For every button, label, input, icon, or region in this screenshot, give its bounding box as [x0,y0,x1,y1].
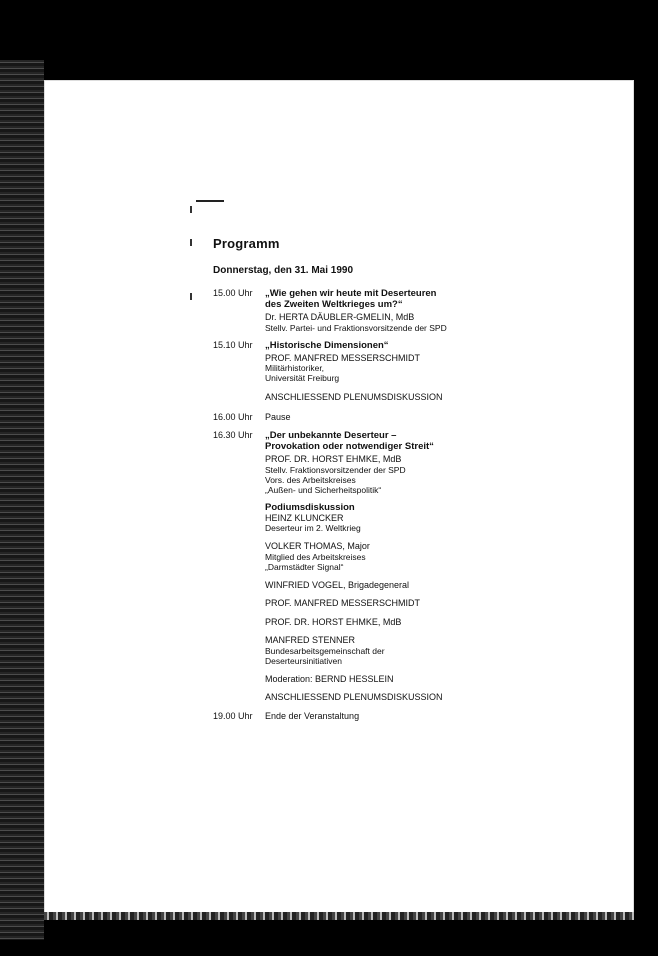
panel-member-desc: Deserteursinitiativen [265,655,343,666]
agenda-time: 15.10 Uhr [213,339,253,350]
panel-member-desc: „Darmstädter Signal“ [265,561,344,572]
agenda-item [213,340,543,403]
agenda-item [213,711,543,722]
margin-tick-mark [190,206,192,213]
program-content [213,232,543,721]
agenda-item [213,412,543,423]
speaker-name: PROF. MANFRED MESSERSCHMIDT [265,352,421,363]
agenda-time: 16.30 Uhr [213,430,253,440]
panel-member-rank: , Major [342,541,370,551]
agenda-time: 15.00 Uhr [213,288,253,298]
program-date: Donnerstag, den 31. Mai 1990 [213,265,354,276]
moderation: Moderation: BERND HESSLEIN [265,673,394,684]
panel-member-name: PROF. MANFRED MESSERSCHMIDT [265,598,421,608]
talk-title: „Wie gehen wir heute mit Deserteuren [265,288,437,299]
talk-title: Provokation oder notwendiger Streit“ [265,441,434,452]
agenda-item [213,288,543,333]
talk-title: „Historische Dimensionen“ [265,339,389,351]
speaker-role: Militärhistoriker, [265,363,325,373]
panel-member-rank: , Brigadegeneral [343,579,410,590]
scan-background-right [634,0,658,956]
panel-member-name: PROF. DR. HORST EHMKE, MdB [265,616,402,627]
speaker-role: Stellv. Partei- und Fraktionsvorsitzende der SPD [265,322,447,333]
agenda-time: 16.00 Uhr [213,411,253,422]
speaker-name: PROF. DR. HORST EHMKE, MdB [265,454,402,464]
scan-background-top [0,0,658,80]
panel-member-name: WINFRIED VOGEL [265,579,344,590]
scan-left-edge [0,60,44,940]
agenda-text: Ende der Veranstaltung [265,710,360,721]
panel-member-name: HEINZ KLUNCKER [265,512,344,523]
panel-member [265,617,543,628]
panel-member-name: MANFRED STENNER [265,635,356,645]
margin-tick-mark [190,293,192,300]
speaker-role: Stellv. Fraktionsvorsitzender der SPD [265,464,406,475]
panel-member-desc: Deserteur im 2. Weltkrieg [265,523,361,533]
talk-title: des Zweiten Weltkrieges um?“ [265,299,403,310]
panel-title: Podiumsdiskussion [265,501,355,513]
agenda-item [213,430,543,703]
scan-bottom-edge [44,912,634,920]
panel-member [265,513,543,534]
speaker-role: „Außen- und Sicherheitspolitik“ [265,484,382,495]
followup-discussion: ANSCHLIESSEND PLENUMSDISKUSSION [265,692,443,702]
panel-member [265,541,543,572]
panel-member-desc: Bundesarbeitsgemeinschaft der [265,645,385,656]
panel-member [265,635,543,666]
margin-tick-mark [190,239,192,246]
speaker-role: Universität Freiburg [265,373,340,383]
decorative-dash [196,200,224,202]
panel-member-name: VOLKER THOMAS [265,541,343,551]
panel-member [265,580,543,591]
panel-member-desc: Mitglied des Arbeitskreises [265,551,366,562]
agenda-text: Pause [265,411,291,422]
speaker-name: Dr. HERTA DÄUBLER-GMELIN, MdB [265,312,415,322]
followup-discussion: ANSCHLIESSEND PLENUMSDISKUSSION [265,392,443,402]
speaker-role: Vors. des Arbeitskreises [265,474,356,485]
panel-member [265,598,543,609]
agenda-time: 19.00 Uhr [213,710,253,721]
program-title: Programm [213,236,280,251]
talk-title: „Der unbekannte Deserteur – [265,430,397,441]
